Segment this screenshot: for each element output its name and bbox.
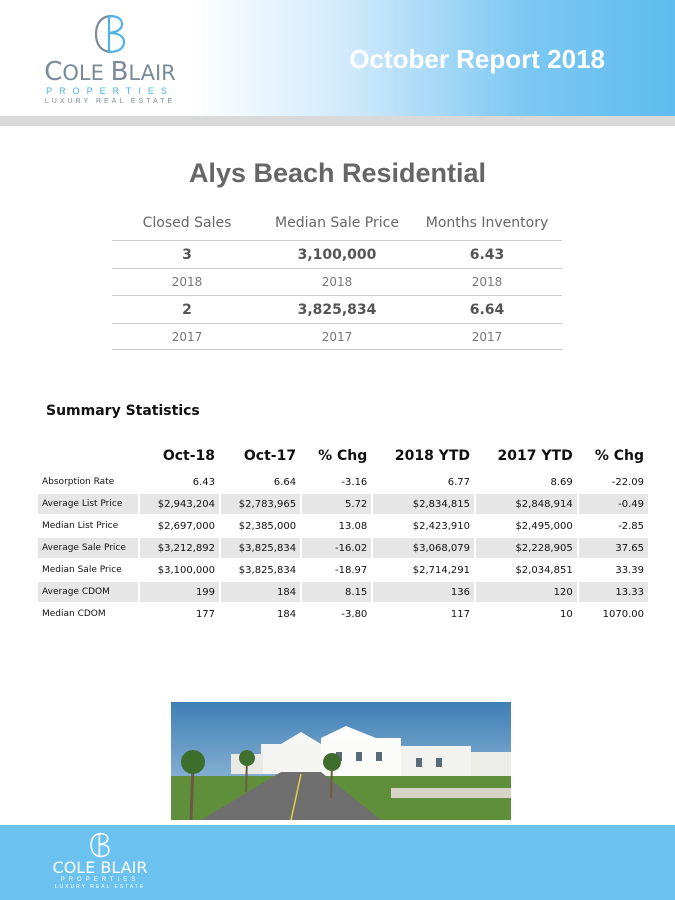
table-row <box>38 582 648 602</box>
kpi-year-row <box>112 323 562 350</box>
table-cell: -3.16 <box>341 476 368 488</box>
row-label-header <box>38 442 138 470</box>
report-title: October Report 2018 <box>349 44 605 74</box>
kpi-year: 2017 <box>112 323 262 350</box>
summary-header-row <box>38 442 648 470</box>
table-cell: $2,848,914 <box>476 494 577 514</box>
report-footer <box>0 825 675 900</box>
table-cell: 13.08 <box>338 520 368 532</box>
table-cell: 6.64 <box>273 476 297 488</box>
row-label: Absorption Rate <box>42 477 115 487</box>
table-cell: 8.15 <box>302 582 371 602</box>
table-cell: $2,697,000 <box>157 520 216 532</box>
table-row <box>38 604 648 624</box>
column-header: % Chg <box>594 448 644 464</box>
row-label: Average List Price <box>38 494 138 514</box>
street-houses-photo <box>171 702 511 820</box>
table-cell: $3,068,079 <box>373 538 474 558</box>
table-cell: 13.33 <box>579 582 648 602</box>
summary-table <box>36 440 650 626</box>
table-cell: 6.77 <box>447 476 470 488</box>
cb-monogram-icon <box>88 831 112 859</box>
kpi-year: 2017 <box>412 323 562 350</box>
table-cell: 8.69 <box>550 476 573 488</box>
logo-wordmark: COLE BLAIR <box>44 57 176 87</box>
kpi-value: 6.64 <box>412 295 562 323</box>
table-cell: 184 <box>221 582 300 602</box>
table-cell: 5.72 <box>302 494 371 514</box>
row-label: Median List Price <box>42 521 119 531</box>
table-cell: -3.80 <box>341 608 368 620</box>
column-header: Oct-18 <box>162 448 216 464</box>
row-label: Average CDOM <box>38 582 138 602</box>
table-cell: $2,834,815 <box>373 494 474 514</box>
table-cell: 33.39 <box>615 564 644 576</box>
column-header: 2017 YTD <box>497 448 573 464</box>
report-header <box>0 0 675 118</box>
footer-logo <box>50 831 150 890</box>
row-label: Average Sale Price <box>38 538 138 558</box>
table-cell: $2,228,905 <box>476 538 577 558</box>
summary-title: Summary Statistics <box>46 403 200 419</box>
footer-wordmark: COLE BLAIR <box>52 858 148 877</box>
table-row <box>38 516 648 536</box>
table-cell: $3,825,834 <box>238 564 297 576</box>
column-header: 2018 YTD <box>394 448 470 464</box>
table-row <box>38 560 648 580</box>
table-row <box>38 494 648 514</box>
table-cell: $2,385,000 <box>238 520 297 532</box>
kpi-value: 3,100,000 <box>262 240 412 268</box>
table-row <box>38 538 648 558</box>
row-label: Median Sale Price <box>42 565 122 575</box>
kpi-header: Months Inventory <box>425 215 549 231</box>
kpi-value: 6.43 <box>412 240 562 268</box>
kpi-grid <box>112 212 562 350</box>
logo-subtitle: PROPERTIES <box>46 86 174 96</box>
column-header: Oct-17 <box>243 448 297 464</box>
table-cell: $2,943,204 <box>140 494 219 514</box>
kpi-year: 2018 <box>412 268 562 295</box>
table-cell: 184 <box>276 608 297 620</box>
table-row <box>38 472 648 492</box>
page-title: Alys Beach Residential <box>188 158 487 188</box>
kpi-year: 2018 <box>262 268 412 295</box>
kpi-value: 2 <box>112 295 262 323</box>
table-cell: -22.09 <box>611 476 644 488</box>
kpi-value-row <box>112 295 562 323</box>
table-cell: $3,100,000 <box>157 564 216 576</box>
table-cell: 117 <box>450 608 470 620</box>
table-cell: 120 <box>476 582 577 602</box>
table-cell: -2.85 <box>618 520 644 532</box>
kpi-value-row <box>112 240 562 268</box>
table-cell: -16.02 <box>302 538 371 558</box>
table-cell: 1070.00 <box>602 608 644 620</box>
kpi-value: 3 <box>112 240 262 268</box>
table-cell: 199 <box>140 582 219 602</box>
kpi-year: 2018 <box>112 268 262 295</box>
table-cell: 10 <box>559 608 573 620</box>
table-cell: $2,783,965 <box>221 494 300 514</box>
header-divider <box>0 116 675 126</box>
table-cell: $2,714,291 <box>412 564 470 576</box>
table-cell: $2,423,910 <box>412 520 470 532</box>
footer-tagline: LUXURY REAL ESTATE <box>54 884 146 890</box>
table-cell: -0.49 <box>579 494 648 514</box>
footer-subtitle: PROPERTIES <box>60 877 140 883</box>
logo-tagline: LUXURY REAL ESTATE <box>44 98 176 105</box>
cb-monogram-icon <box>92 12 128 56</box>
table-cell: $3,825,834 <box>221 538 300 558</box>
kpi-value: 3,825,834 <box>262 295 412 323</box>
table-cell: 136 <box>373 582 474 602</box>
table-cell: $2,495,000 <box>515 520 573 532</box>
column-header: % Chg <box>318 448 368 464</box>
table-cell: 37.65 <box>579 538 648 558</box>
table-cell: $3,212,892 <box>140 538 219 558</box>
kpi-header-row <box>112 212 562 240</box>
row-label: Median CDOM <box>42 609 106 619</box>
table-cell: 6.43 <box>192 476 216 488</box>
brand-logo <box>30 12 190 112</box>
kpi-year-row <box>112 268 562 295</box>
kpi-header: Closed Sales <box>142 215 232 231</box>
kpi-year: 2017 <box>262 323 412 350</box>
kpi-header: Median Sale Price <box>275 215 399 231</box>
table-cell: 177 <box>195 608 216 620</box>
table-cell: $2,034,851 <box>515 564 573 576</box>
table-cell: -18.97 <box>335 564 368 576</box>
